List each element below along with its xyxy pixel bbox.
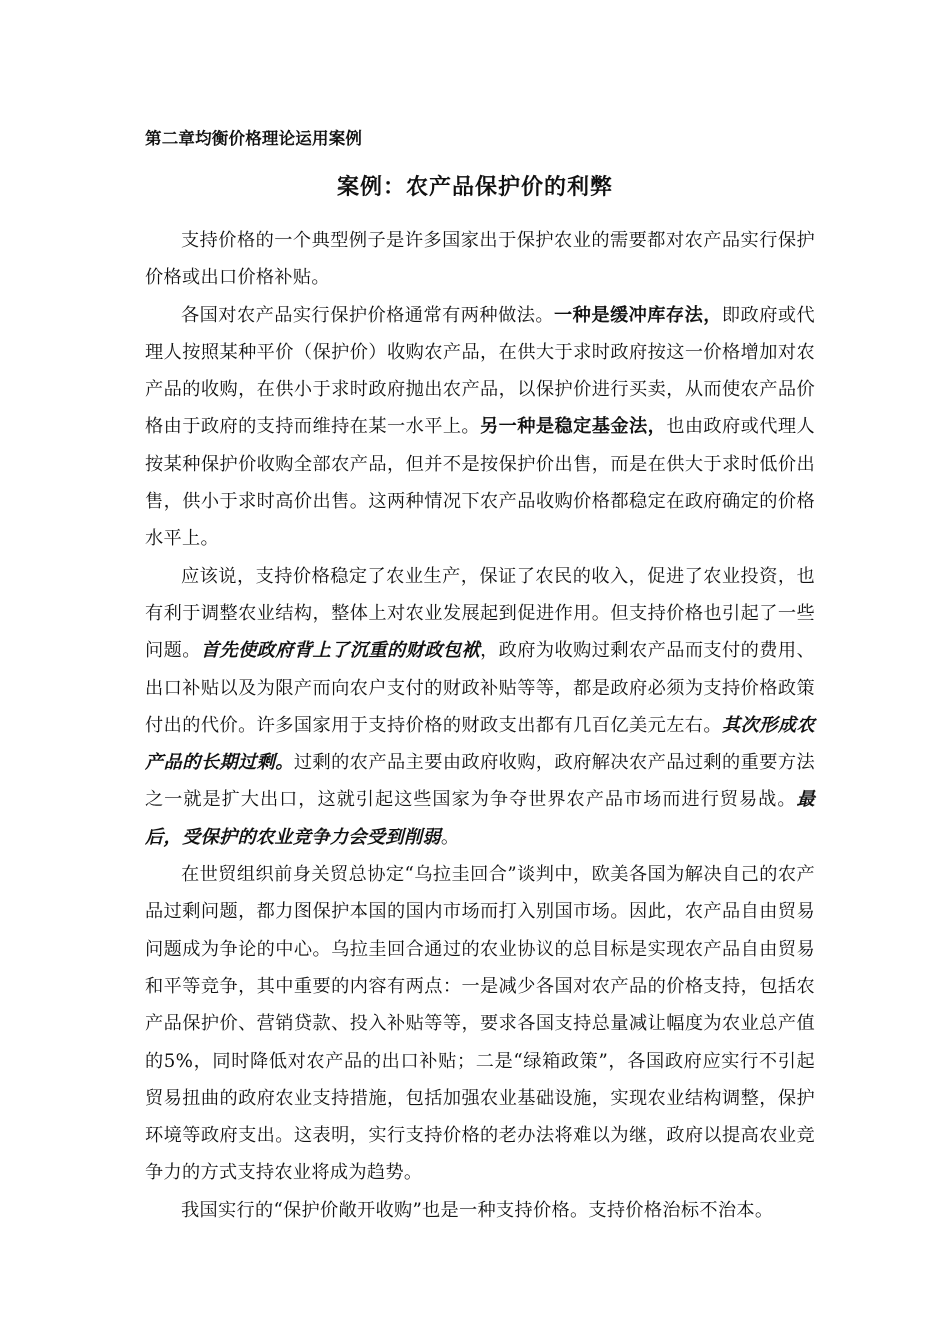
paragraph-intro: 支持价格的一个典型例子是许多国家出于保护农业的需要都对农产品实行保护价格或出口价格补贴。 [145, 230, 815, 289]
paragraph-methods [145, 297, 815, 558]
paragraph-uruguay-round: 在世贸组织前身关贸总协定“乌拉圭回合”谈判中，欧美各国为解决自己的农产品过剩问题，都力图保护本国的国内市场而打入别国市场。因此，农产品自由贸易问题成为争论的中心。乌拉圭回合通过的农业协议的总目标是实现农产品自由贸易和平等竞争，其中重要的内容有两点：一是减少各国对农产品的价格支持，包括农产品保护价、营销贷款、投入补贴等等，要求各国支持总量减让幅度为农业总产值的5%，同时降低对农产品的出口补贴；二是“绿箱政策”，各国政府应实行不引起贸易扭曲的政府农业支持措施，包括加强农业基础设施，实现农业结构调整，保护环境等政府支出。这表明，实行支持价格的老办法将难以为继，政府以提高农业竞争力的方式支持农业将成为趋势。 [145, 864, 815, 1184]
buffer-stock-method: 一种是缓冲库存法， [554, 304, 722, 326]
methods-text-1: 各国对农产品实行保护价格通常有两种做法。 [181, 304, 555, 326]
paragraph-china: 我国实行的“保护价敞开收购”也是一种支持价格。支持价格治标不治本。 [181, 1199, 774, 1221]
paragraph-problems [145, 558, 815, 856]
methods-text-2: 即政府或代理人按照某种平价（保护价）收购农产品，在供大于求时政府按这一价格增加对农产品的收购，在供小于求时政府抛出农产品，以保护价进行买卖，从而使农产品价格由于政府的支持而维持在某一水平上。 [145, 304, 815, 438]
problems-text-4: 。 [440, 826, 460, 848]
problems-text-3: 过剩的农产品主要由政府收购，政府解决农产品过剩的重要方法之一就是扩大出口，这就引起这些国家为争夺世界农产品市场而进行贸易战。 [145, 752, 815, 811]
methods-text-3: 也由政府或代理人按某种保护价收购全部农产品，但并不是按保护价出售，而是在供大于求时低价出售，供小于求时高价出售。这两种情况下农产品收购价格都稳定在政府确定的价格水平上。 [145, 416, 815, 550]
case-title: 案例：农产品保护价的利弊 [336, 175, 613, 200]
chapter-heading: 第二章均衡价格理论运用案例 [145, 129, 363, 148]
case-body [145, 222, 815, 1229]
long-term-surplus-point: 其次形成农产品的长期过剩。 [145, 714, 815, 774]
problems-text-1: 应该说，支持价格稳定了农业生产，保证了农民的收入，促进了农业投资，也有利于调整农业结构，整体上对农业发展起到促进作用。但支持价格也引起了一些问题。 [145, 565, 815, 662]
stabilization-fund-method: 另一种是稳定基金法， [480, 416, 667, 438]
problems-text-2: ，政府为收购过剩农产品而支付的费用、出口补贴以及为限产而向农户支付的财政补贴等等，都是政府必须为支持价格政策付出的代价。许多国家用于支持价格的财政支出都有几百亿美元左右。 [145, 640, 815, 736]
fiscal-burden-point: 首先使政府背上了沉重的财政包袱 [200, 640, 481, 662]
weakened-competitiveness-point: 最后，受保护的农业竞争力会受到削弱 [145, 789, 815, 848]
